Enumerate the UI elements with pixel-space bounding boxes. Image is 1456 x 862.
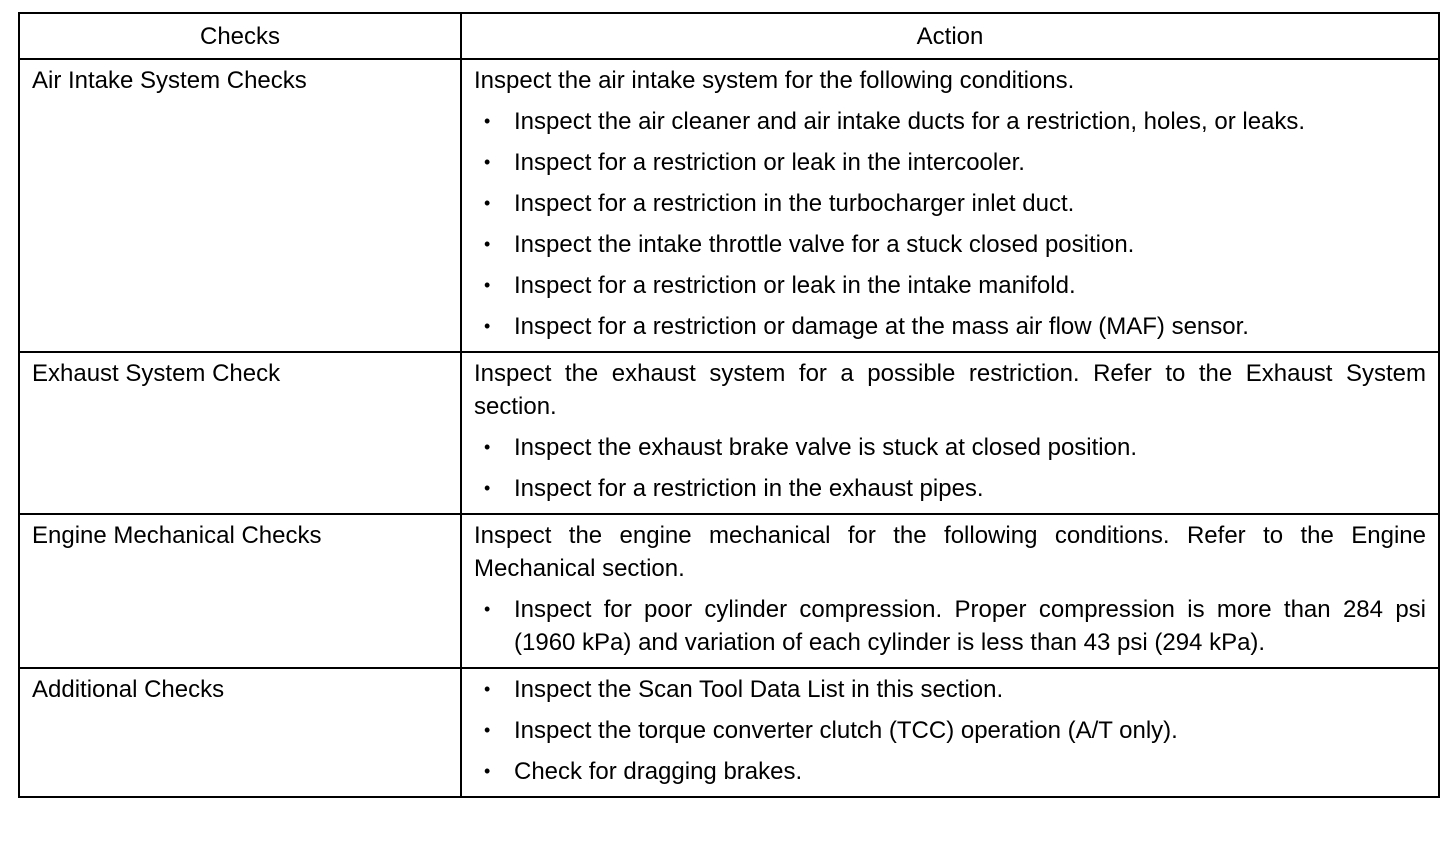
bullet-text: Inspect for a restriction or leak in the intercooler. [514, 149, 1025, 176]
bullet-text: Inspect the Scan Tool Data List in this section. [514, 676, 1004, 703]
bullet-icon: • [484, 679, 491, 699]
bullet-icon: • [484, 478, 491, 498]
header-checks: Checks [19, 13, 461, 59]
check-cell [19, 59, 461, 352]
check-name: Air Intake System Checks [32, 67, 307, 94]
action-intro: Inspect the air intake system for the following conditions. [474, 67, 1075, 94]
list-item [474, 310, 1426, 343]
list-item [474, 146, 1426, 179]
header-action: Action [461, 13, 1439, 59]
bullet-text: Inspect for a restriction or damage at the mass air flow (MAF) sensor. [514, 313, 1249, 340]
bullet-icon: • [484, 437, 491, 457]
check-cell [19, 514, 461, 668]
bullet-text: Inspect the intake throttle valve for a stuck closed position. [514, 231, 1135, 258]
bullet-text: Inspect for a restriction or leak in the intake manifold. [514, 272, 1076, 299]
bullet-icon: • [484, 275, 491, 295]
action-bullet-list [474, 593, 1426, 659]
action-bullet-list [474, 431, 1426, 505]
list-item [474, 431, 1426, 464]
bullet-text: Inspect for a restriction in the turbocharger inlet duct. [514, 190, 1075, 217]
bullet-icon: • [484, 720, 491, 740]
list-item [474, 105, 1426, 138]
list-item [474, 269, 1426, 302]
action-cell [461, 514, 1439, 668]
action-intro: Inspect the exhaust system for a possible restriction. Refer to the Exhaust System section. [474, 360, 1426, 420]
check-cell [19, 352, 461, 514]
bullet-icon: • [484, 152, 491, 172]
action-bullet-list [474, 673, 1426, 788]
list-item [474, 228, 1426, 261]
table-row [19, 514, 1439, 668]
check-name: Engine Mechanical Checks [32, 522, 322, 549]
action-cell [461, 352, 1439, 514]
bullet-icon: • [484, 193, 491, 213]
table-row [19, 59, 1439, 352]
action-intro: Inspect the engine mechanical for the following conditions. Refer to the Engine Mechanical section. [474, 522, 1426, 582]
action-bullet-list [474, 105, 1426, 343]
list-item [474, 673, 1426, 706]
check-cell [19, 668, 461, 797]
bullet-icon: • [484, 599, 491, 619]
bullet-text: Inspect the exhaust brake valve is stuck at closed position. [514, 434, 1138, 461]
list-item [474, 472, 1426, 505]
table-row [19, 352, 1439, 514]
check-name: Exhaust System Check [32, 360, 281, 387]
bullet-icon: • [484, 111, 491, 131]
bullet-text: Check for dragging brakes. [514, 758, 803, 785]
list-item [474, 593, 1426, 659]
bullet-icon: • [484, 316, 491, 336]
checks-table [18, 12, 1440, 798]
bullet-icon: • [484, 761, 491, 781]
bullet-text: Inspect for poor cylinder compression. Proper compression is more than 284 psi (1960 kPa) and variation of each cylinder is less than 43 psi (294 kPa). [514, 596, 1426, 656]
list-item [474, 714, 1426, 747]
bullet-text: Inspect the air cleaner and air intake ducts for a restriction, holes, or leaks. [514, 108, 1306, 135]
bullet-icon: • [484, 234, 491, 254]
bullet-text: Inspect the torque converter clutch (TCC) operation (A/T only). [514, 717, 1178, 744]
table-row [19, 668, 1439, 797]
bullet-text: Inspect for a restriction in the exhaust pipes. [514, 475, 984, 502]
check-name: Additional Checks [32, 676, 225, 703]
table-header-row [19, 13, 1439, 59]
action-cell [461, 668, 1439, 797]
action-cell [461, 59, 1439, 352]
list-item [474, 187, 1426, 220]
list-item [474, 755, 1426, 788]
